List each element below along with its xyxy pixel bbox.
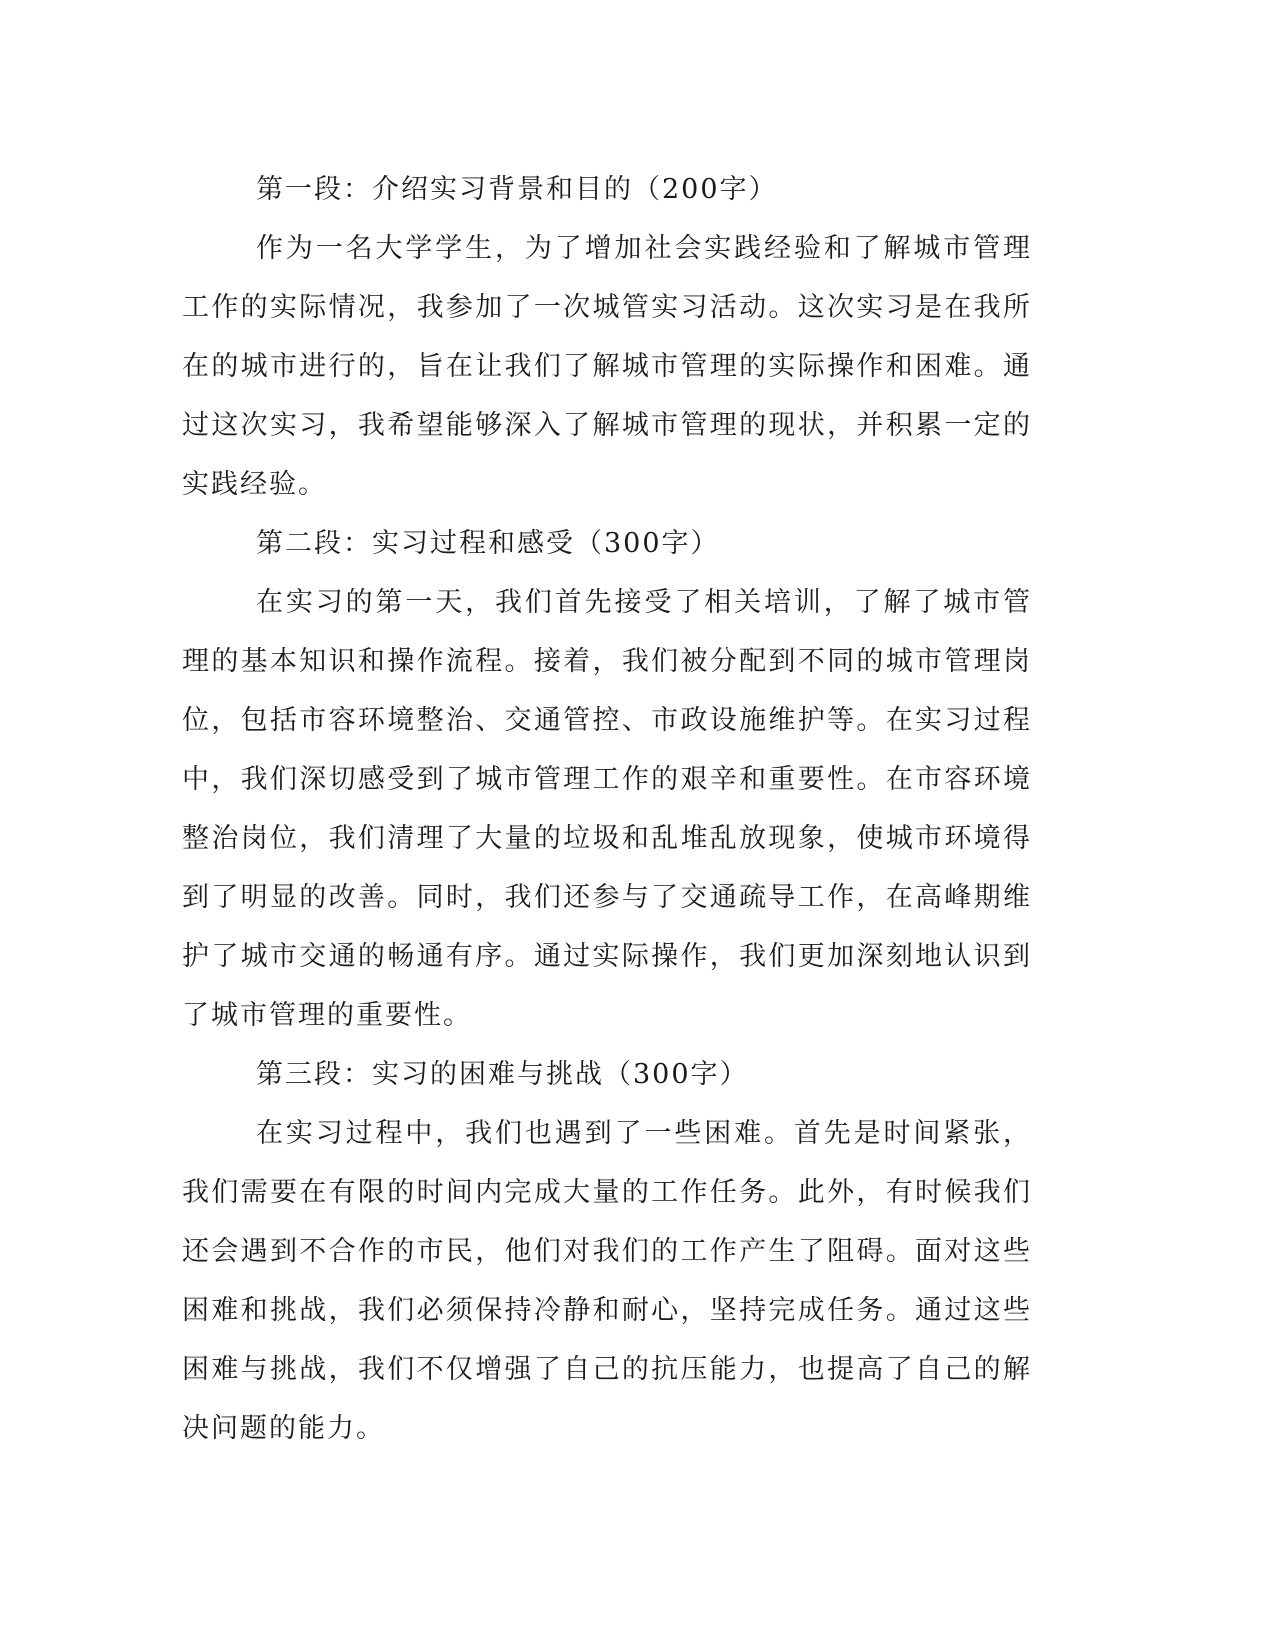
section-3-heading: 第三段：实习的困难与挑战（300字） (256, 1059, 749, 1090)
section-3-paragraph: 在实习过程中，我们也遇到了一些困难。首先是时间紧张，我们需要在有限的时间内完成大量的工作任务。此外，有时候我们还会遇到不合作的市民，他们对我们的工作产生了阻碍。面对这些困难和挑战，我们必须保持冷静和耐心，坚持完成任务。通过这些困难与挑战，我们不仅增强了自己的抗压能力，也提高了自己的解决问题的能力。 (182, 1118, 1032, 1444)
section-1-heading: 第一段：介绍实习背景和目的（200字） (256, 174, 778, 205)
section-2-paragraph: 在实习的第一天，我们首先接受了相关培训，了解了城市管理的基本知识和操作流程。接着，我们被分配到不同的城市管理岗位，包括市容环境整治、交通管控、市政设施维护等。在实习过程中，我们深切感受到了城市管理工作的艰辛和重要性。在市容环境整治岗位，我们清理了大量的垃圾和乱堆乱放现象，使城市环境得到了明显的改善。同时，我们还参与了交通疏导工作，在高峰期维护了城市交通的畅通有序。通过实际操作，我们更加深刻地认识到了城市管理的重要性。 (182, 587, 1032, 1031)
document-body (182, 160, 1032, 1458)
section-1-paragraph: 作为一名大学学生，为了增加社会实践经验和了解城市管理工作的实际情况，我参加了一次城管实习活动。这次实习是在我所在的城市进行的，旨在让我们了解城市管理的实际操作和困难。通过这次实习，我希望能够深入了解城市管理的现状，并积累一定的实践经验。 (182, 233, 1032, 500)
section-2-heading: 第二段：实习过程和感受（300字） (256, 528, 720, 559)
